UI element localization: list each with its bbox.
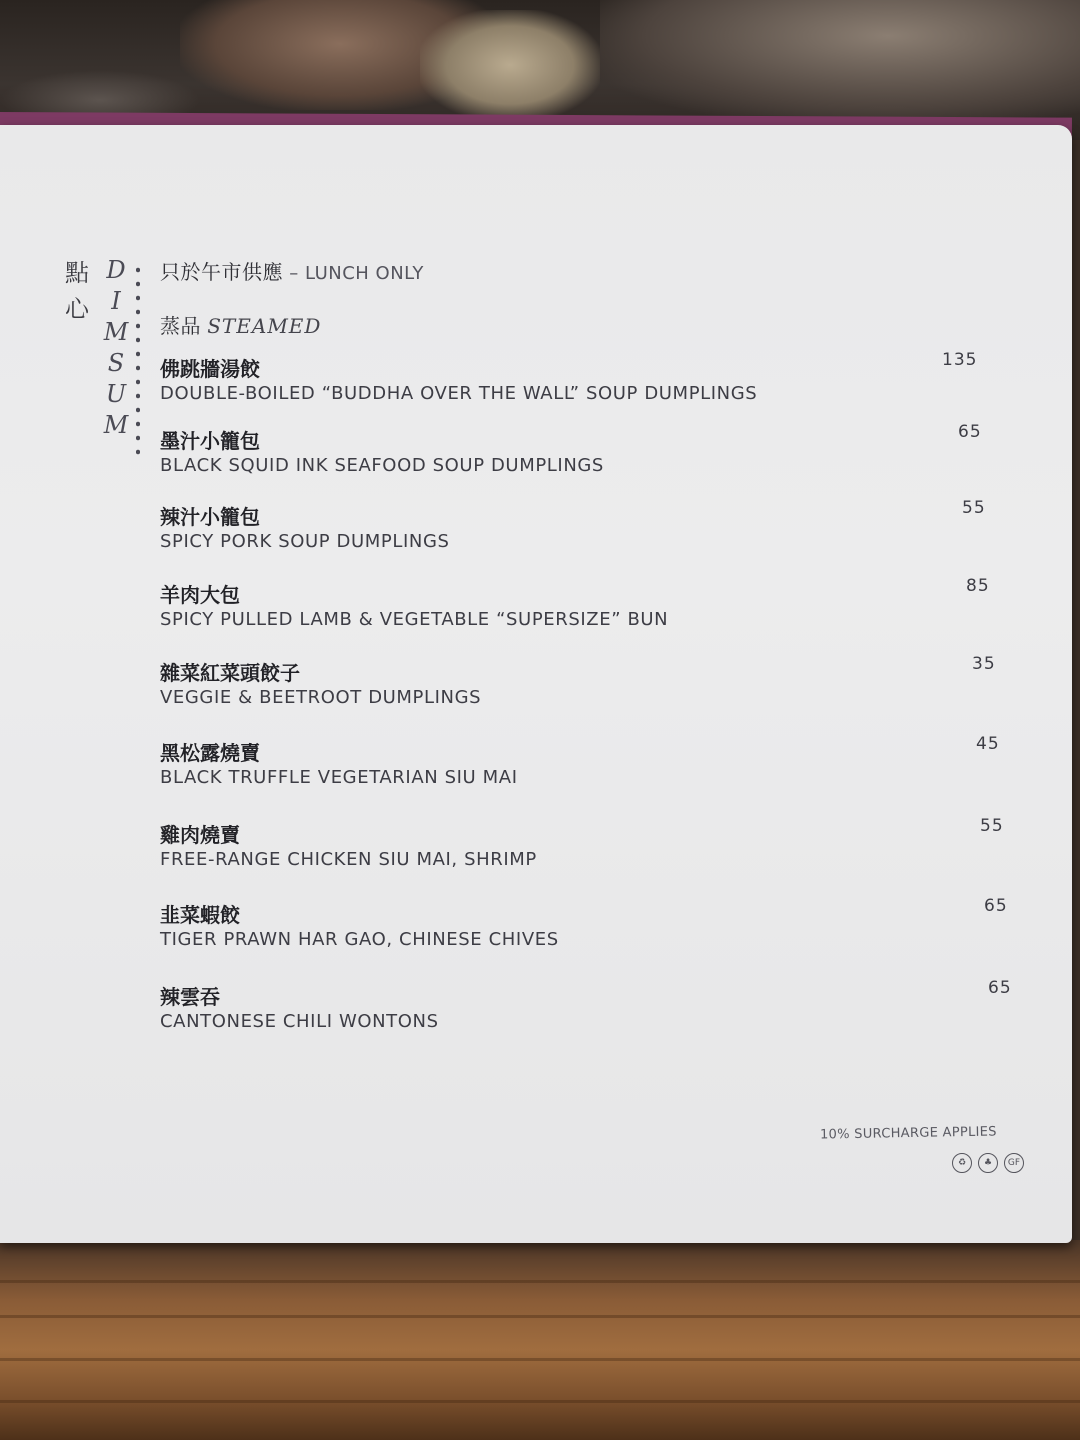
item-chinese-name: 雜菜紅菜頭餃子: [160, 661, 300, 685]
item-price: 135: [942, 350, 978, 370]
menu-item: [160, 734, 1040, 822]
section-chinese: 蒸品: [160, 314, 201, 338]
item-price: 45: [976, 734, 1000, 754]
menu-item: [160, 896, 1040, 984]
menu-item: [160, 978, 1040, 1060]
menu-item: [160, 422, 1040, 504]
item-english-name: FREE-RANGE CHICKEN SIU MAI, SHRIMP: [160, 849, 537, 870]
item-english-name: BLACK SQUID INK SEAFOOD SOUP DUMPLINGS: [160, 455, 604, 476]
surcharge-note: 10% SURCHARGE APPLIES: [819, 1124, 997, 1143]
item-chinese-name: 辣汁小籠包: [160, 505, 260, 529]
recycle-icon: ♻: [952, 1153, 972, 1173]
item-price: 65: [988, 978, 1012, 998]
item-english-name: TIGER PRAWN HAR GAO, CHINESE CHIVES: [160, 929, 559, 950]
item-chinese-name: 墨汁小籠包: [160, 429, 260, 453]
menu-items-list: [160, 350, 1040, 1060]
menu-item: [160, 498, 1040, 582]
item-price: 35: [972, 654, 996, 674]
gluten-free-icon: GF: [1004, 1153, 1024, 1173]
item-chinese-name: 韭菜蝦餃: [160, 903, 240, 927]
item-english-name: VEGGIE & BEETROOT DUMPLINGS: [160, 687, 482, 708]
item-price: 55: [962, 498, 986, 518]
sidebar-dotted-divider: [136, 263, 140, 459]
menu-item: [160, 654, 1040, 740]
sidebar-english-title: D I M S U M: [103, 256, 129, 439]
item-price: 65: [958, 422, 982, 442]
item-chinese-name: 黑松露燒賣: [160, 741, 260, 765]
item-price: 55: [980, 816, 1004, 836]
item-english-name: SPICY PORK SOUP DUMPLINGS: [160, 531, 450, 552]
menu-item: [160, 816, 1040, 902]
lunch-only-heading: [160, 258, 1040, 286]
menu-item: [160, 350, 1040, 428]
item-english-name: CANTONESE CHILI WONTONS: [160, 1011, 439, 1032]
section-heading: [160, 312, 1040, 340]
item-chinese-name: 佛跳牆湯餃: [160, 357, 260, 381]
item-chinese-name: 辣雲吞: [160, 985, 220, 1009]
background-person: [600, 0, 1080, 120]
section-english: STEAMED: [207, 314, 322, 338]
leaf-icon: ♣: [978, 1153, 998, 1173]
background-teapot: [420, 10, 600, 120]
heading-chinese: 只於午市供應: [160, 260, 283, 284]
sidebar-chinese-title: 點 心: [65, 259, 89, 323]
item-price: 65: [984, 896, 1008, 916]
item-english-name: DOUBLE-BOILED “BUDDHA OVER THE WALL” SOUP DUMPLINGS: [160, 383, 758, 404]
heading-english: – LUNCH ONLY: [289, 263, 424, 284]
dietary-icons: [952, 1150, 1032, 1174]
item-chinese-name: 雞肉燒賣: [160, 823, 240, 847]
item-english-name: SPICY PULLED LAMB & VEGETABLE “SUPERSIZE” BUN: [160, 609, 669, 630]
menu-content: [160, 258, 1040, 1060]
menu-item: [160, 576, 1040, 660]
item-price: 85: [966, 576, 990, 596]
section-sidebar: [60, 255, 150, 465]
item-chinese-name: 羊肉大包: [160, 583, 240, 607]
item-english-name: BLACK TRUFFLE VEGETARIAN SIU MAI: [160, 767, 518, 788]
wooden-table: [0, 1240, 1080, 1440]
